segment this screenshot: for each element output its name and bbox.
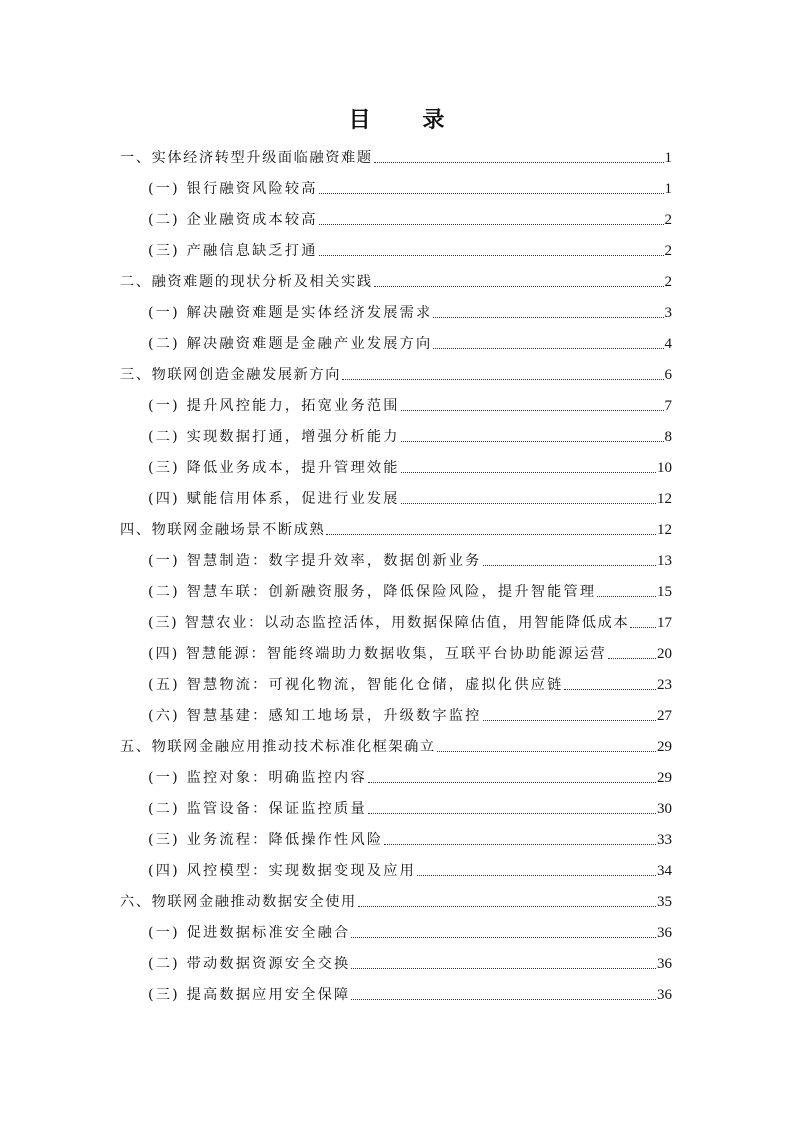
dot-leader: [401, 503, 656, 504]
toc-entry[interactable]: [120, 977, 672, 1008]
toc-entry-page: 13: [657, 553, 672, 569]
toc-entry-label: (一) 提升风控能力，拓宽业务范围: [148, 398, 400, 414]
toc-entry[interactable]: [120, 915, 672, 946]
dot-leader: [401, 441, 664, 442]
dot-leader: [384, 844, 656, 845]
toc-entry-page: 1: [664, 181, 672, 197]
toc-entry-label: (六) 智慧基建：感知工地场景，升级数字监控: [148, 708, 482, 724]
toc-entry-label: (二) 带动数据资源安全交换: [148, 956, 351, 972]
toc-entry-label: (一) 监控对象：明确监控内容: [148, 770, 367, 786]
dot-leader: [437, 751, 656, 752]
toc-entry[interactable]: [120, 636, 672, 667]
toc-entry[interactable]: [120, 667, 672, 698]
toc-entry[interactable]: [120, 884, 672, 915]
toc-entry-label: (二) 智慧车联：创新融资服务，降低保险风险，提升智能管理: [148, 584, 597, 600]
toc-entry-label: (三) 业务流程：降低操作性风险: [148, 832, 384, 848]
toc-entry-page: 1: [664, 150, 672, 166]
toc-entry-label: (一) 智慧制造：数字提升效率，数据创新业务: [148, 553, 482, 569]
toc-entry-label: (二) 企业融资成本较高: [148, 212, 318, 228]
toc-entry-label: 一、实体经济转型升级面临融资难题: [120, 150, 373, 166]
toc-entry-page: 7: [664, 398, 672, 414]
dot-leader: [374, 286, 664, 287]
toc-entry-label: (二) 解决融资难题是金融产业发展方向: [148, 336, 433, 352]
dot-leader: [564, 689, 656, 690]
toc-entry-page: 29: [657, 770, 672, 786]
toc-entry-page: 12: [657, 491, 672, 507]
dot-leader: [374, 162, 664, 163]
toc-entry-page: 36: [657, 987, 672, 1003]
toc-entry-page: 2: [664, 243, 672, 259]
toc-entry[interactable]: [120, 791, 672, 822]
toc-entry[interactable]: [120, 481, 672, 512]
toc-entry-page: 23: [657, 677, 672, 693]
toc-entry[interactable]: [120, 171, 672, 202]
dot-leader: [319, 224, 664, 225]
dot-leader: [368, 813, 656, 814]
toc-entry[interactable]: [120, 729, 672, 760]
toc-entry[interactable]: [120, 853, 672, 884]
toc-entry-page: 3: [664, 305, 672, 321]
toc-entry-label: (一) 促进数据标准安全融合: [148, 925, 351, 941]
dot-leader: [368, 782, 656, 783]
toc-entry-label: (三) 产融信息缺乏打通: [148, 243, 318, 259]
toc-entry-page: 10: [657, 460, 672, 476]
toc-entry-page: 27: [657, 708, 672, 724]
toc-entry[interactable]: [120, 233, 672, 264]
dot-leader: [433, 317, 663, 318]
dot-leader: [358, 906, 656, 907]
dot-leader: [597, 596, 656, 597]
toc-entry[interactable]: [120, 512, 672, 543]
toc-entry-label: (二) 实现数据打通，增强分析能力: [148, 429, 400, 445]
toc-entry-label: (三) 提高数据应用安全保障: [148, 987, 351, 1003]
dot-leader: [319, 255, 664, 256]
toc-entry[interactable]: [120, 450, 672, 481]
page-title: 目 录: [348, 108, 467, 133]
dot-leader: [326, 534, 656, 535]
dot-leader: [608, 658, 656, 659]
toc-entry-page: 35: [657, 894, 672, 910]
toc-entry[interactable]: [120, 140, 672, 171]
toc-entry[interactable]: [120, 822, 672, 853]
toc-entry-page: 36: [657, 925, 672, 941]
dot-leader: [401, 472, 656, 473]
toc-entry-page: 15: [657, 584, 672, 600]
toc-entry-label: (四) 智慧能源：智能终端助力数据收集，互联平台协助能源运营: [148, 646, 607, 662]
toc-entry-label: (五) 智慧物流：可视化物流，智能化仓储，虚拟化供应链: [148, 677, 564, 693]
toc-entry-label: 六、物联网金融推动数据安全使用: [120, 894, 357, 910]
toc-entry-page: 33: [657, 832, 672, 848]
toc-entry[interactable]: [120, 295, 672, 326]
toc-entry-label: (四) 赋能信用体系，促进行业发展: [148, 491, 400, 507]
toc-entry[interactable]: [120, 419, 672, 450]
toc-entry-label: 五、物联网金融应用推动技术标准化框架确立: [120, 739, 436, 755]
table-of-contents: [120, 140, 672, 1008]
toc-entry-page: 8: [664, 429, 672, 445]
toc-entry-page: 17: [657, 615, 672, 631]
toc-entry[interactable]: [120, 946, 672, 977]
toc-entry-label: (三) 智慧农业：以动态监控活体，用数据保障估值，用智能降低成本: [148, 615, 630, 631]
toc-entry-label: (一) 解决融资难题是实体经济发展需求: [148, 305, 433, 321]
toc-entry-page: 20: [657, 646, 672, 662]
toc-entry[interactable]: [120, 698, 672, 729]
toc-entry-label: (三) 降低业务成本，提升管理效能: [148, 460, 400, 476]
toc-entry[interactable]: [120, 543, 672, 574]
toc-entry-page: 4: [664, 336, 672, 352]
dot-leader: [319, 193, 664, 194]
toc-entry-label: 二、融资难题的现状分析及相关实践: [120, 274, 373, 290]
dot-leader: [630, 627, 656, 628]
dot-leader: [483, 720, 656, 721]
toc-entry-label: 四、物联网金融场景不断成熟: [120, 522, 326, 538]
toc-entry[interactable]: [120, 388, 672, 419]
toc-entry-page: 2: [664, 212, 672, 228]
toc-entry-page: 12: [657, 522, 672, 538]
toc-entry-label: 三、物联网创造金融发展新方向: [120, 367, 342, 383]
dot-leader: [483, 565, 656, 566]
toc-entry-page: 2: [664, 274, 672, 290]
dot-leader: [351, 937, 656, 938]
dot-leader: [351, 999, 656, 1000]
dot-leader: [342, 379, 663, 380]
toc-entry-page: 36: [657, 956, 672, 972]
toc-entry[interactable]: [120, 357, 672, 388]
toc-entry[interactable]: [120, 326, 672, 357]
toc-entry-label: (四) 风控模型：实现数据变现及应用: [148, 863, 416, 879]
toc-entry-page: 29: [657, 739, 672, 755]
dot-leader: [433, 348, 663, 349]
toc-entry[interactable]: [120, 760, 672, 791]
toc-entry-page: 34: [657, 863, 672, 879]
toc-entry[interactable]: [120, 264, 672, 295]
toc-entry-label: (一) 银行融资风险较高: [148, 181, 318, 197]
dot-leader: [351, 968, 656, 969]
toc-entry[interactable]: [120, 605, 672, 636]
toc-entry-label: (二) 监管设备：保证监控质量: [148, 801, 367, 817]
toc-entry[interactable]: [120, 574, 672, 605]
dot-leader: [401, 410, 664, 411]
toc-entry-page: 6: [664, 367, 672, 383]
toc-entry[interactable]: [120, 202, 672, 233]
dot-leader: [417, 875, 656, 876]
toc-entry-page: 30: [657, 801, 672, 817]
